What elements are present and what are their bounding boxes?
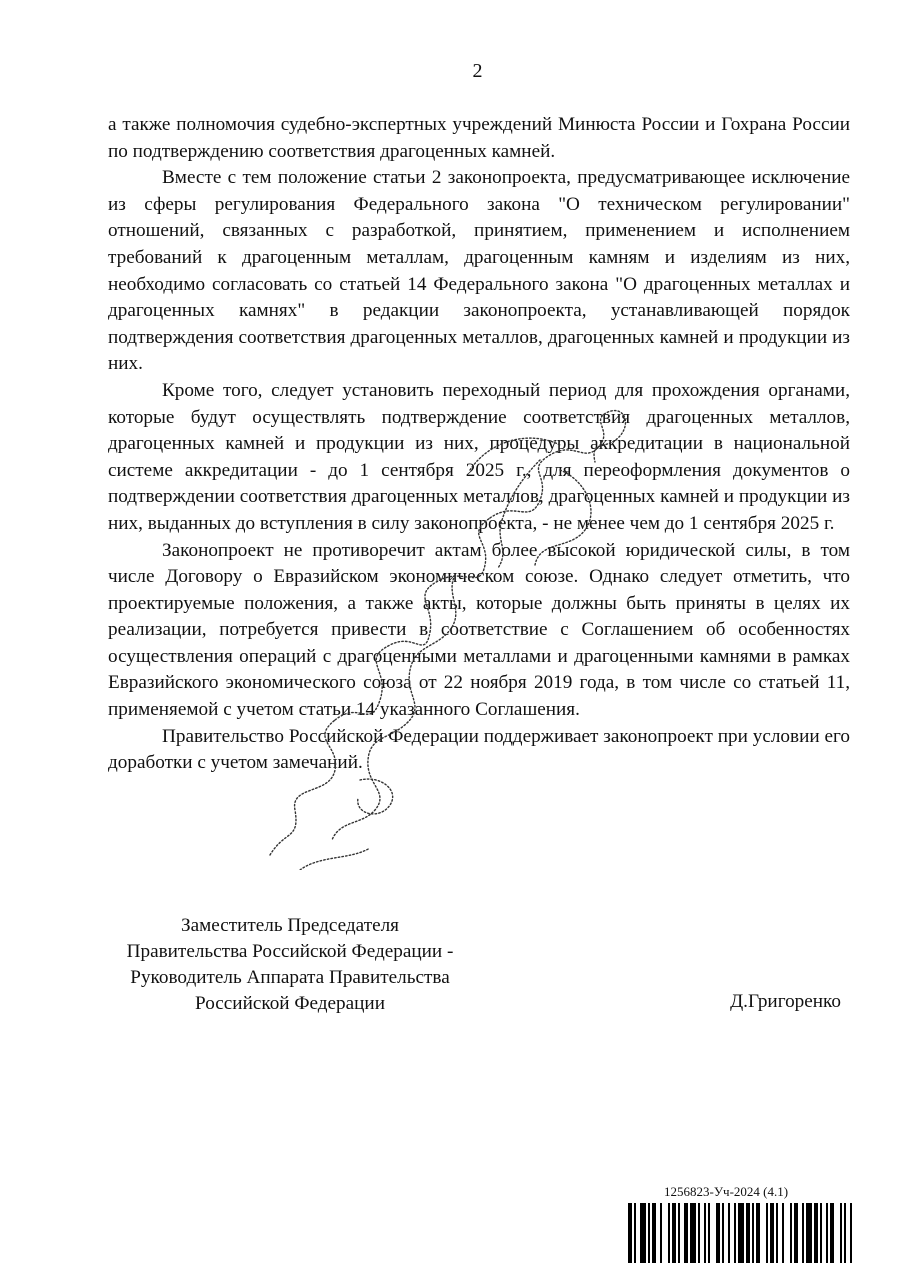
signatory-position-line-1: Заместитель Председателя bbox=[180, 915, 400, 936]
barcode-bar bbox=[722, 1203, 724, 1263]
barcode-bar bbox=[652, 1203, 656, 1263]
barcode-bar bbox=[844, 1203, 846, 1263]
barcode-bar bbox=[672, 1203, 676, 1263]
barcode-bar bbox=[794, 1203, 798, 1263]
paragraph-1: а также полномочия судебно-экспертных учреждений Минюста России и Гохрана России по подтверждению соответствия драгоценных камней. bbox=[108, 114, 850, 162]
barcode-bar bbox=[782, 1203, 784, 1263]
page-number: 2 bbox=[472, 60, 483, 82]
signatory-position-line-4: Российской Федерации bbox=[195, 993, 385, 1014]
document-body bbox=[108, 112, 850, 777]
barcode-bar bbox=[648, 1203, 650, 1263]
barcode-bar bbox=[678, 1203, 680, 1263]
barcode-bar bbox=[708, 1203, 710, 1263]
barcode-bar bbox=[738, 1203, 744, 1263]
barcode-bar bbox=[790, 1203, 792, 1263]
barcode-bar bbox=[850, 1203, 852, 1263]
barcode-bar bbox=[734, 1203, 736, 1263]
barcode-bar bbox=[628, 1203, 632, 1263]
barcode-bar bbox=[814, 1203, 818, 1263]
barcode-bar bbox=[640, 1203, 646, 1263]
barcode-bar bbox=[840, 1203, 842, 1263]
barcode-bar bbox=[698, 1203, 700, 1263]
barcode-bar bbox=[660, 1203, 662, 1263]
barcode-bar bbox=[770, 1203, 774, 1263]
barcode-bar bbox=[830, 1203, 834, 1263]
barcode-bar bbox=[684, 1203, 688, 1263]
signatory-position-line-2: Правительства Российской Федерации - bbox=[126, 941, 454, 962]
barcode-bar bbox=[756, 1203, 760, 1263]
paragraph-5: Правительство Российской Федерации поддерживает законопроект при условии его доработки с учетом замечаний. bbox=[108, 725, 850, 774]
barcode-bar bbox=[776, 1203, 778, 1263]
barcode-bar bbox=[820, 1203, 822, 1263]
signatory-position bbox=[100, 913, 480, 1017]
barcode-bar bbox=[704, 1203, 706, 1263]
barcode-bar bbox=[668, 1203, 670, 1263]
signatory-name: Д.Григоренко bbox=[730, 991, 841, 1012]
barcode-bar bbox=[690, 1203, 696, 1263]
paragraph-2: Вместе с тем положение статьи 2 законопроекта, предусматривающее исключение из сферы регулирования Федерального закона "О техническом регулировании" отношений, связанных с разработкой, принятием, применением и исполнением требований к драгоценным металлам, драгоценным камням и изделиям из них, необходимо согласовать со статьей 14 Федерального закона "О драгоценных металлах и драгоценных камнях" в редакции законопроекта, устанавливающей порядок подтверждения соответствия драгоценных металлов, драгоценных камней и продукции из них. bbox=[108, 167, 850, 375]
barcode-bar bbox=[746, 1203, 750, 1263]
barcode-bar bbox=[716, 1203, 720, 1263]
paragraph-4: Законопроект не противоречит актам более высокой юридической силы, в том числе Договору о Евразийском экономическом союзе. Однако следует отметить, что проектируемые положения, а также акты, которые должны быть приняты в целях их реализации, потребуется привести в соответствие с Соглашением об особенностях осуществления операций с драгоценными металлами и драгоценными камнями в рамках Евразийского экономического союза от 22 ноября 2019 года, в том числе со статьей 11, применяемой с учетом статьи 14 указанного Соглашения. bbox=[108, 539, 850, 721]
barcode-icon bbox=[628, 1203, 856, 1263]
barcode-bar bbox=[752, 1203, 754, 1263]
barcode-bar bbox=[728, 1203, 730, 1263]
signatory-position-line-3: Руководитель Аппарата Правительства bbox=[130, 967, 450, 988]
barcode-bar bbox=[766, 1203, 768, 1263]
barcode-bar bbox=[806, 1203, 812, 1263]
barcode-bar bbox=[634, 1203, 636, 1263]
barcode-bar bbox=[826, 1203, 828, 1263]
document-code: 1256823-Уч-2024 (4.1) bbox=[664, 1184, 789, 1199]
paragraph-3: Кроме того, следует установить переходный период для прохождения органами, которые будут осуществлять подтверждение соответствия драгоценных металлов, драгоценных камней и продукции из них, процедуры аккредитации в национальной системе аккредитации - до 1 сентября 2025 г., для переоформления документов о подтверждении соответствия драгоценных металлов, драгоценных камней и продукции из них, выданных до вступления в силу законопроекта, - не менее чем до 1 сентября 2025 г. bbox=[108, 379, 850, 534]
barcode-bar bbox=[802, 1203, 804, 1263]
